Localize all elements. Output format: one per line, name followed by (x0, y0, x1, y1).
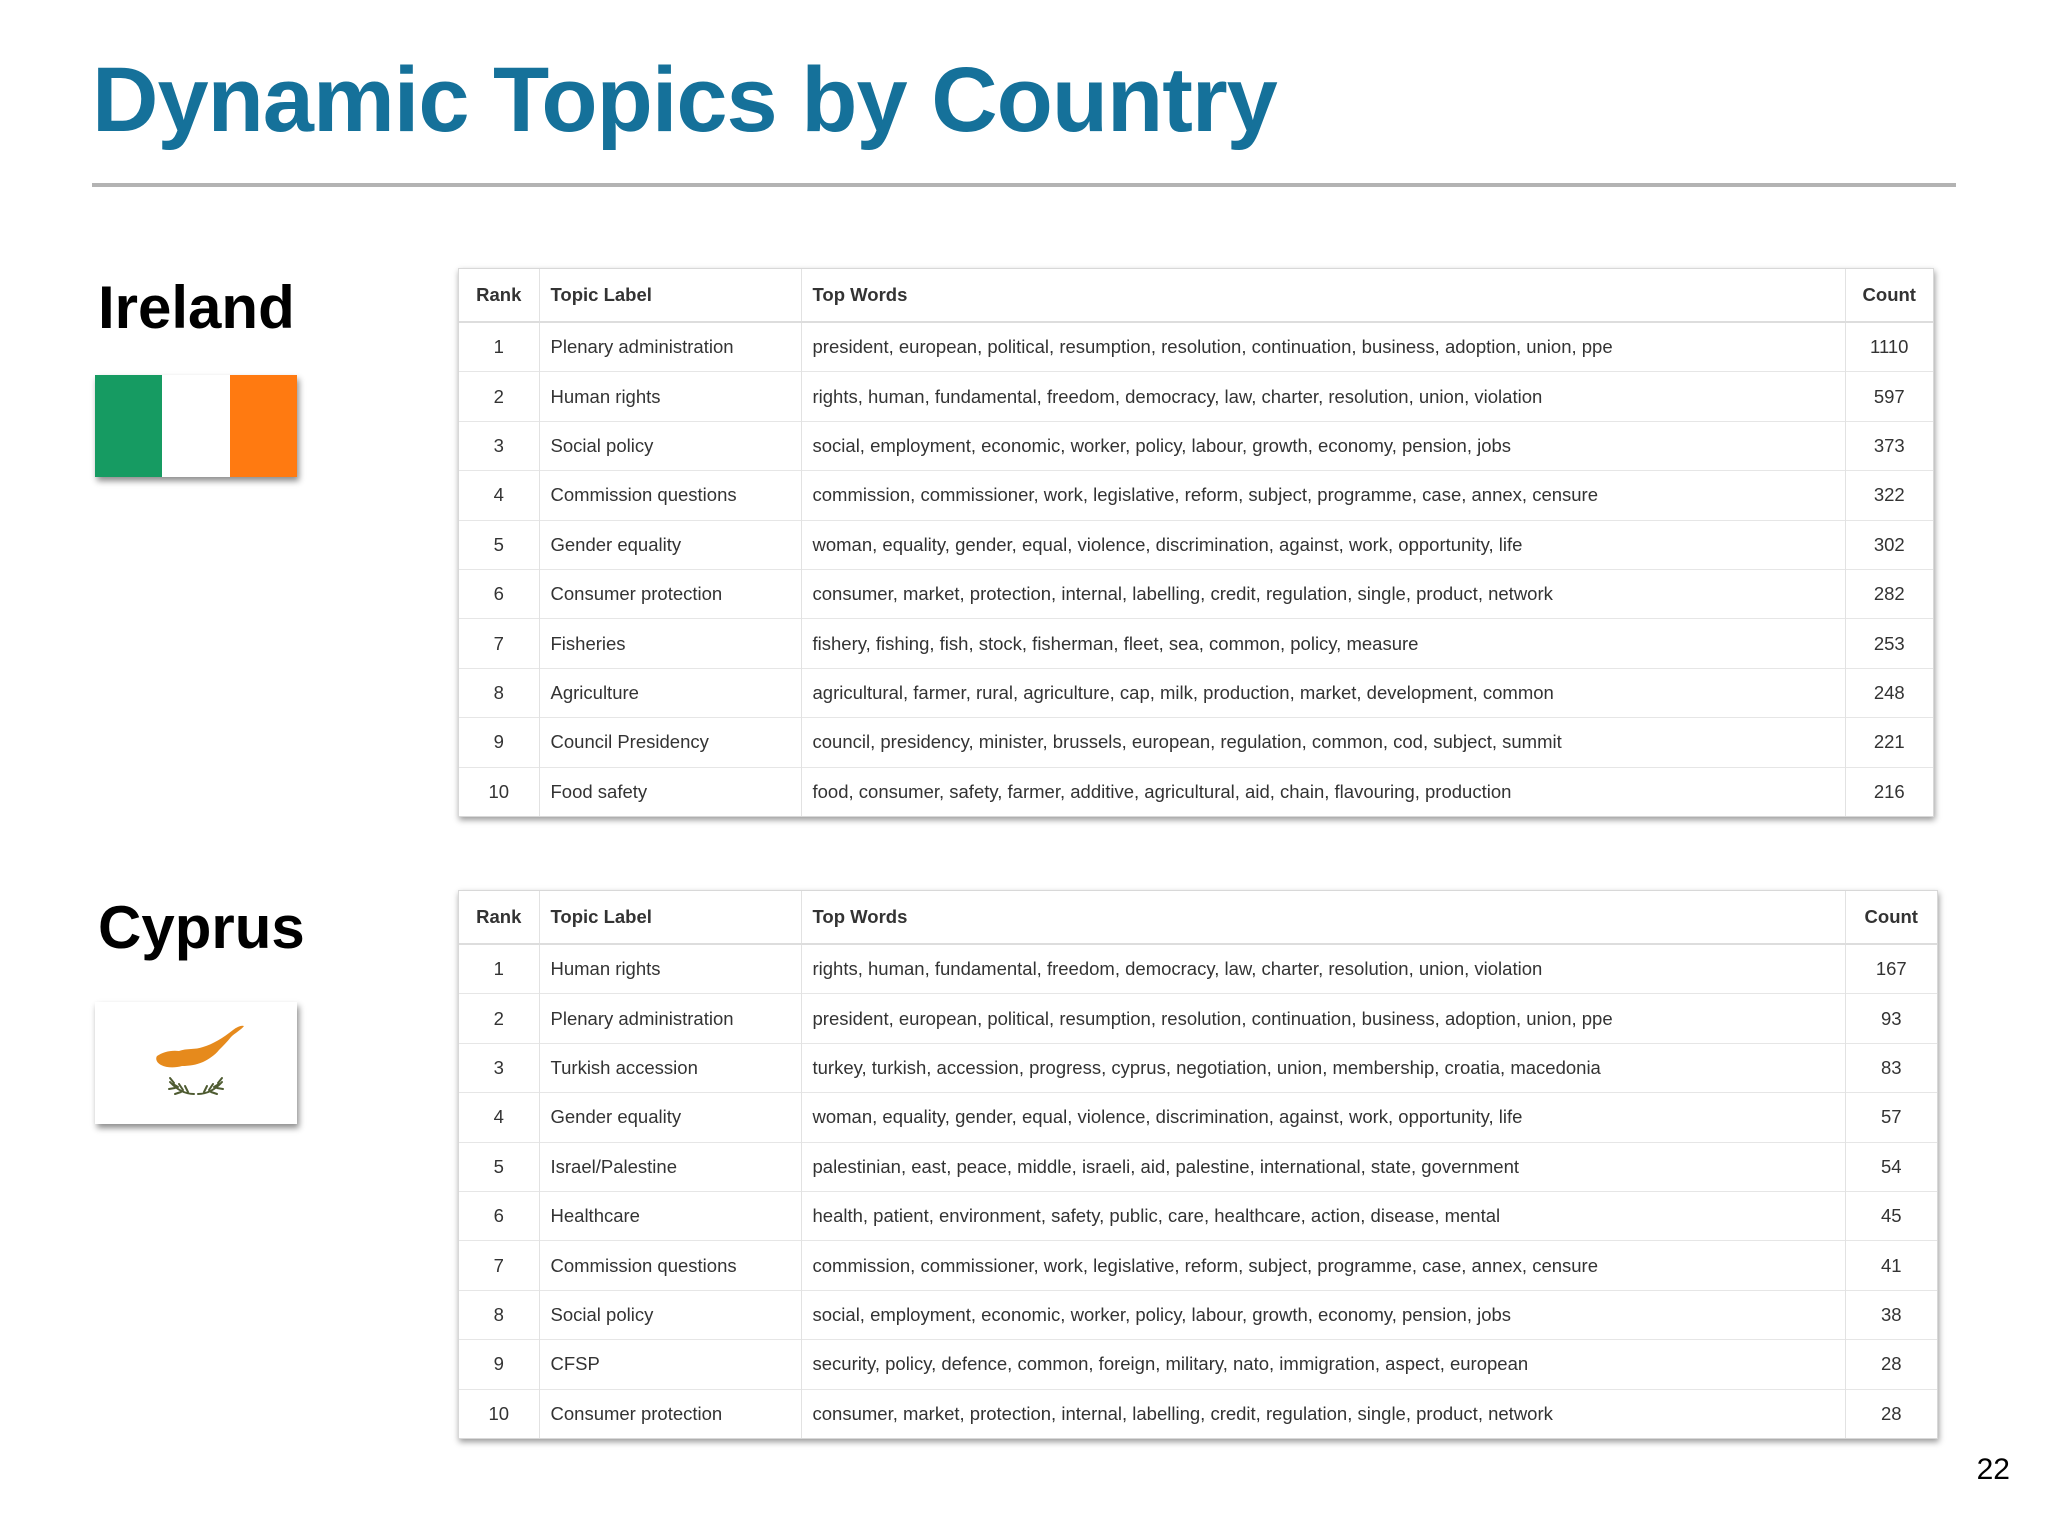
cyprus-flag-icon (95, 1002, 297, 1124)
column-header-rank: Rank (459, 269, 539, 322)
cyprus-flag-graphic (95, 1002, 297, 1124)
topic-label-cell: Human rights (539, 944, 801, 994)
count-cell: 282 (1845, 569, 1933, 618)
count-cell: 57 (1845, 1093, 1937, 1142)
rank-cell: 9 (459, 1340, 539, 1389)
column-header-count: Count (1845, 269, 1933, 322)
topic-label-cell: Gender equality (539, 520, 801, 569)
table-header-row (459, 891, 1937, 944)
topic-label-cell: Human rights (539, 372, 801, 421)
topic-label-cell: Consumer protection (539, 569, 801, 618)
flag-band-green (95, 375, 162, 477)
topic-label-cell: Plenary administration (539, 322, 801, 372)
topic-label-cell: Food safety (539, 767, 801, 816)
rank-cell: 1 (459, 322, 539, 372)
column-header-top-words: Top Words (801, 891, 1845, 944)
rank-cell: 8 (459, 1290, 539, 1339)
count-cell: 167 (1845, 944, 1937, 994)
top-words-cell: health, patient, environment, safety, public, care, healthcare, action, disease, mental (801, 1191, 1845, 1240)
count-cell: 253 (1845, 619, 1933, 668)
rank-cell: 3 (459, 421, 539, 470)
rank-cell: 4 (459, 1093, 539, 1142)
rank-cell: 7 (459, 1241, 539, 1290)
top-words-cell: woman, equality, gender, equal, violence, discrimination, against, work, opportunity, life (801, 520, 1845, 569)
top-words-cell: security, policy, defence, common, foreign, military, nato, immigration, aspect, european (801, 1340, 1845, 1389)
topic-label-cell: CFSP (539, 1340, 801, 1389)
top-words-cell: fishery, fishing, fish, stock, fisherman, fleet, sea, common, policy, measure (801, 619, 1845, 668)
count-cell: 93 (1845, 994, 1937, 1043)
top-words-cell: palestinian, east, peace, middle, israeli, aid, palestine, international, state, government (801, 1142, 1845, 1191)
count-cell: 54 (1845, 1142, 1937, 1191)
count-cell: 45 (1845, 1191, 1937, 1240)
rank-cell: 7 (459, 619, 539, 668)
top-words-cell: consumer, market, protection, internal, labelling, credit, regulation, single, product, network (801, 1389, 1845, 1438)
top-words-cell: social, employment, economic, worker, policy, labour, growth, economy, pension, jobs (801, 1290, 1845, 1339)
table-row (459, 1241, 1937, 1290)
count-cell: 1110 (1845, 322, 1933, 372)
title-divider (92, 183, 1956, 187)
count-cell: 41 (1845, 1241, 1937, 1290)
topics-table (459, 891, 1937, 1438)
top-words-cell: commission, commissioner, work, legislative, reform, subject, programme, case, annex, censure (801, 471, 1845, 520)
column-header-count: Count (1845, 891, 1937, 944)
flag-band-white (162, 375, 229, 477)
topic-label-cell: Agriculture (539, 668, 801, 717)
table-row (459, 1191, 1937, 1240)
table-row (459, 520, 1933, 569)
column-header-top-words: Top Words (801, 269, 1845, 322)
count-cell: 597 (1845, 372, 1933, 421)
rank-cell: 8 (459, 668, 539, 717)
table-row (459, 619, 1933, 668)
rank-cell: 9 (459, 718, 539, 767)
column-header-topic-label: Topic Label (539, 269, 801, 322)
top-words-cell: president, european, political, resumption, resolution, continuation, business, adoption, union, ppe (801, 322, 1845, 372)
rank-cell: 5 (459, 1142, 539, 1191)
table-row (459, 944, 1937, 994)
rank-cell: 3 (459, 1043, 539, 1092)
topic-label-cell: Fisheries (539, 619, 801, 668)
table-row (459, 1290, 1937, 1339)
page-title: Dynamic Topics by Country (92, 49, 1277, 151)
count-cell: 216 (1845, 767, 1933, 816)
count-cell: 221 (1845, 718, 1933, 767)
rank-cell: 1 (459, 944, 539, 994)
table-row (459, 1043, 1937, 1092)
table-row (459, 767, 1933, 816)
top-words-cell: rights, human, fundamental, freedom, democracy, law, charter, resolution, union, violation (801, 944, 1845, 994)
count-cell: 83 (1845, 1043, 1937, 1092)
topic-label-cell: Council Presidency (539, 718, 801, 767)
table-row (459, 1093, 1937, 1142)
table-row (459, 421, 1933, 470)
table-row (459, 471, 1933, 520)
table-row (459, 372, 1933, 421)
rank-cell: 4 (459, 471, 539, 520)
table-row (459, 718, 1933, 767)
topic-label-cell: Israel/Palestine (539, 1142, 801, 1191)
top-words-cell: rights, human, fundamental, freedom, democracy, law, charter, resolution, union, violation (801, 372, 1845, 421)
rank-cell: 5 (459, 520, 539, 569)
rank-cell: 10 (459, 1389, 539, 1438)
column-header-topic-label: Topic Label (539, 891, 801, 944)
table-row (459, 1142, 1937, 1191)
ireland-topics-table (458, 268, 1934, 817)
count-cell: 28 (1845, 1340, 1937, 1389)
table-row (459, 668, 1933, 717)
country-name-cyprus: Cyprus (98, 894, 305, 961)
top-words-cell: commission, commissioner, work, legislative, reform, subject, programme, case, annex, censure (801, 1241, 1845, 1290)
topic-label-cell: Consumer protection (539, 1389, 801, 1438)
rank-cell: 6 (459, 1191, 539, 1240)
ireland-flag-icon (95, 375, 297, 477)
topic-label-cell: Gender equality (539, 1093, 801, 1142)
rank-cell: 10 (459, 767, 539, 816)
top-words-cell: turkey, turkish, accession, progress, cyprus, negotiation, union, membership, croatia, macedonia (801, 1043, 1845, 1092)
topics-table (459, 269, 1933, 816)
table-row (459, 1389, 1937, 1438)
table-row (459, 322, 1933, 372)
page-number: 22 (1976, 1453, 2010, 1486)
topic-label-cell: Commission questions (539, 1241, 801, 1290)
count-cell: 373 (1845, 421, 1933, 470)
topic-label-cell: Commission questions (539, 471, 801, 520)
topic-label-cell: Plenary administration (539, 994, 801, 1043)
topic-label-cell: Healthcare (539, 1191, 801, 1240)
top-words-cell: president, european, political, resumption, resolution, continuation, business, adoption, union, ppe (801, 994, 1845, 1043)
top-words-cell: woman, equality, gender, equal, violence, discrimination, against, work, opportunity, life (801, 1093, 1845, 1142)
count-cell: 38 (1845, 1290, 1937, 1339)
cyprus-topics-table (458, 890, 1938, 1439)
table-row (459, 1340, 1937, 1389)
table-row (459, 569, 1933, 618)
top-words-cell: consumer, market, protection, internal, labelling, credit, regulation, single, product, network (801, 569, 1845, 618)
count-cell: 302 (1845, 520, 1933, 569)
rank-cell: 2 (459, 994, 539, 1043)
top-words-cell: agricultural, farmer, rural, agriculture, cap, milk, production, market, development, common (801, 668, 1845, 717)
topic-label-cell: Turkish accession (539, 1043, 801, 1092)
country-name-ireland: Ireland (98, 274, 295, 341)
count-cell: 248 (1845, 668, 1933, 717)
rank-cell: 6 (459, 569, 539, 618)
rank-cell: 2 (459, 372, 539, 421)
count-cell: 28 (1845, 1389, 1937, 1438)
top-words-cell: council, presidency, minister, brussels, european, regulation, common, cod, subject, summit (801, 718, 1845, 767)
topic-label-cell: Social policy (539, 1290, 801, 1339)
top-words-cell: food, consumer, safety, farmer, additive, agricultural, aid, chain, flavouring, production (801, 767, 1845, 816)
table-row (459, 994, 1937, 1043)
table-header-row (459, 269, 1933, 322)
column-header-rank: Rank (459, 891, 539, 944)
top-words-cell: social, employment, economic, worker, policy, labour, growth, economy, pension, jobs (801, 421, 1845, 470)
count-cell: 322 (1845, 471, 1933, 520)
topic-label-cell: Social policy (539, 421, 801, 470)
flag-band-orange (230, 375, 297, 477)
